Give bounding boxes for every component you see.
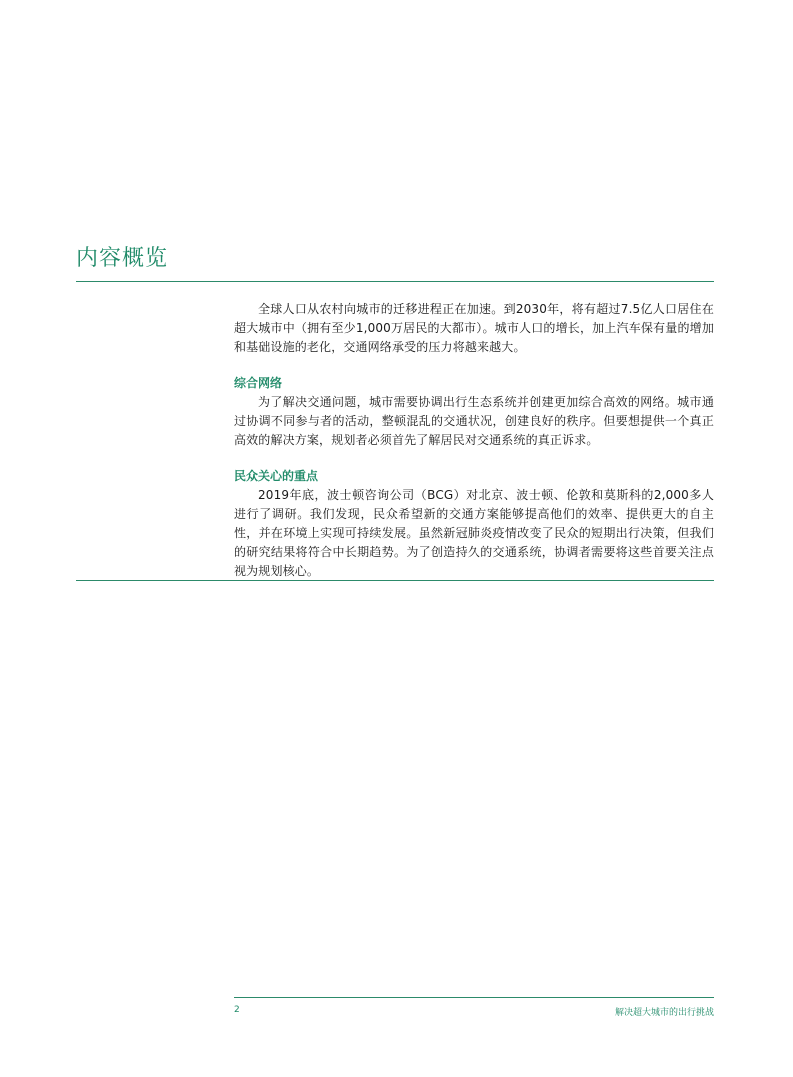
- intro-paragraph: 全球人口从农村向城市的迁移进程正在加速。到2030年，将有超过7.5亿人口居住在超大城市中（拥有至少1,000万居民的大都市）。城市人口的增长，加上汽车保有量的增加和基础设施的老化，交通网络承受的压力将越来越大。: [234, 302, 714, 354]
- section-top-divider: [76, 281, 714, 282]
- footer-divider: [234, 997, 714, 998]
- public-priorities-heading: 民众关心的重点: [234, 469, 319, 483]
- footer-document-title: 解决超大城市的出行挑战: [614, 1008, 714, 1018]
- integrated-network-heading: 综合网络: [234, 376, 283, 390]
- overview-content: [234, 300, 714, 581]
- section-bottom-divider: [76, 580, 714, 581]
- public-priorities-paragraph: 2019年底，波士顿咨询公司（BCG）对北京、波士顿、伦敦和莫斯科的2,000多人进行了调研。我们发现，民众希望新的交通方案能够提高他们的效率、提供更大的自主性，并在环境上实现可持续发展。虽然新冠肺炎疫情改变了民众的短期出行决策，但我们的研究结果将符合中长期趋势。为了创造持久的交通系统，协调者需要将这些首要关注点视为规划核心。: [234, 488, 714, 578]
- integrated-network-paragraph: 为了解决交通问题，城市需要协调出行生态系统并创建更加综合高效的网络。城市通过协调不同参与者的活动，整顿混乱的交通状况，创建良好的秩序。但要想提供一个真正高效的解决方案，规划者必须首先了解居民对交通系统的真正诉求。: [234, 395, 714, 447]
- section-title: 内容概览: [76, 246, 169, 271]
- page-number: 2: [234, 1005, 240, 1015]
